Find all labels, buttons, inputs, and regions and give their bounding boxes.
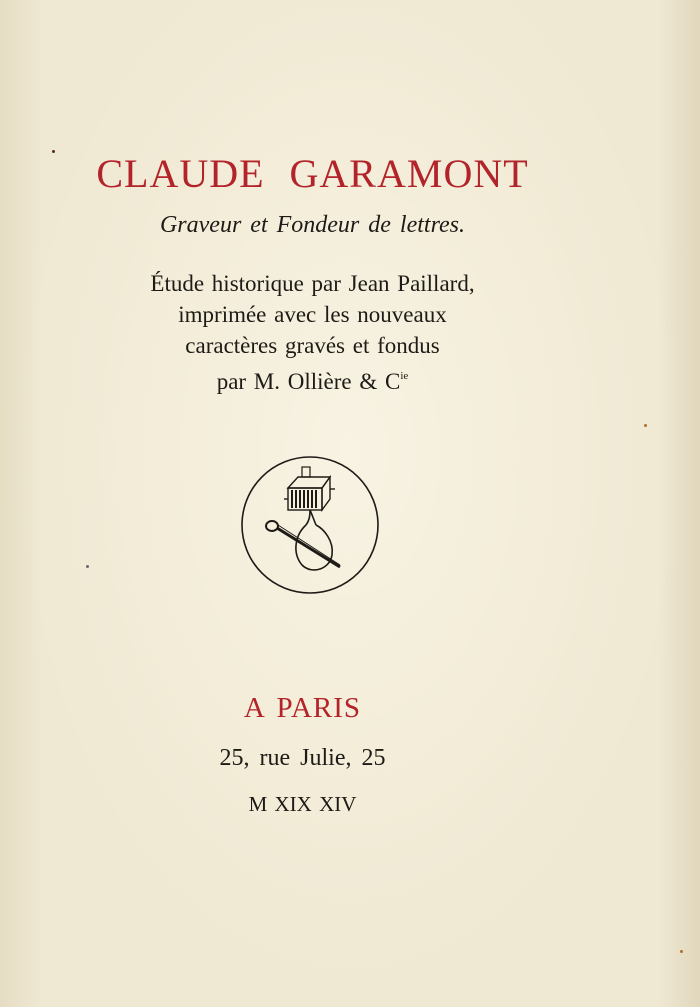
description-line: caractères gravés et fondus <box>185 333 440 358</box>
publisher-suffix: ie <box>400 370 409 382</box>
book-title: CLAUDE GARAMONT <box>96 151 529 196</box>
imprint-address: 25, rue Julie, 25 <box>219 745 386 771</box>
typefounder-mark-icon <box>240 455 380 595</box>
imprint-city: A PARIS <box>243 692 362 724</box>
description-line: imprimée avec les nouveaux <box>178 302 447 327</box>
paper-speck <box>52 150 55 153</box>
description-line <box>0 361 625 397</box>
description-block <box>0 268 625 397</box>
paper-speck <box>644 424 647 427</box>
publisher-name: par M. Ollière & C <box>216 369 401 394</box>
description-line: Étude historique par Jean Paillard, <box>150 271 475 296</box>
paper-speck <box>680 950 683 953</box>
book-subtitle: Graveur et Fondeur de lettres. <box>159 212 466 238</box>
paper-speck <box>86 565 89 568</box>
imprint-year: M XIX XIV <box>248 792 357 816</box>
